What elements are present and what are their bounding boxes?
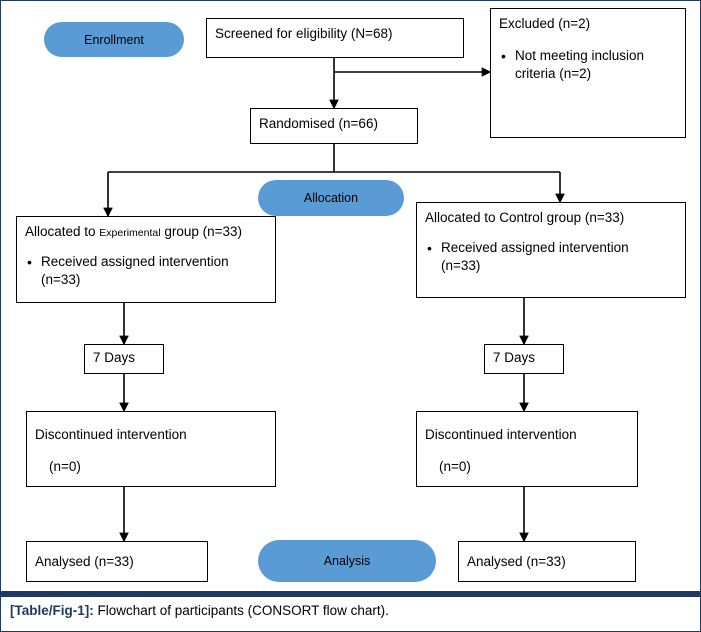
node-allocated-control-bullet [417, 237, 685, 279]
stage-pill-analysis-label: Analysis [323, 554, 371, 568]
node-allocated-control-bullet-line1: Received assigned intervention [441, 240, 629, 256]
figure-caption-label: [Table/Fig-1]: [10, 603, 94, 618]
stage-pill-enrollment-label: Enrollment [84, 32, 144, 47]
node-followup-right-label: 7 Days [493, 350, 536, 365]
node-analysed-left-label: Analysed (n=33) [35, 554, 134, 569]
figure-caption-rule [1, 591, 700, 597]
node-allocated-experimental-bullet [17, 251, 275, 293]
node-excluded-bullet-label: Not meeting inclusion criteria (n=2) [515, 48, 645, 82]
node-allocated-control-bullet-line2: (n=33) [441, 258, 481, 274]
node-analysed-right-label: Analysed (n=33) [467, 554, 566, 569]
alloc-exp-head-a: Allocated to [25, 224, 100, 239]
node-followup-right [484, 344, 564, 374]
node-discontinued-left [26, 411, 276, 487]
bullet-icon: • [27, 254, 32, 271]
bullet-icon: • [427, 240, 432, 257]
stage-pill-allocation [258, 180, 404, 216]
alloc-exp-head-b: Experimental [99, 227, 161, 239]
figure-caption-text: Flowchart of participants (CONSORT flow chart). [97, 603, 389, 618]
node-allocated-experimental [16, 216, 276, 303]
alloc-exp-head-c: group (n=33) [160, 224, 243, 239]
node-excluded-bullet [491, 45, 685, 87]
node-screened [206, 18, 464, 58]
node-excluded-title: Excluded (n=2) [499, 16, 591, 31]
node-randomised [250, 108, 418, 144]
stage-pill-allocation-label: Allocation [303, 191, 359, 205]
node-followup-left [84, 344, 164, 374]
node-discontinued-right-line1: Discontinued intervention [425, 427, 577, 442]
node-discontinued-left-line2: (n=0) [49, 459, 81, 475]
stage-pill-analysis [258, 540, 436, 582]
node-analysed-right [458, 541, 636, 582]
node-screened-label: Screened for eligibility (N=68) [215, 26, 393, 41]
node-discontinued-right-line2: (n=0) [439, 459, 471, 475]
node-allocated-control [416, 202, 686, 298]
node-allocated-experimental-title [17, 217, 275, 241]
node-allocated-experimental-bullet-label: Received assigned intervention (n=33) [41, 254, 229, 288]
stage-pill-enrollment [44, 22, 184, 57]
bullet-icon: • [501, 48, 506, 65]
figure-caption [10, 603, 690, 618]
node-randomised-label: Randomised (n=66) [259, 116, 378, 131]
node-analysed-left [26, 541, 208, 582]
node-discontinued-left-line1: Discontinued intervention [35, 427, 187, 442]
node-discontinued-right [416, 411, 638, 487]
node-excluded [490, 8, 686, 138]
node-allocated-control-title: Allocated to Control group (n=33) [425, 210, 625, 225]
node-followup-left-label: 7 Days [93, 350, 136, 365]
